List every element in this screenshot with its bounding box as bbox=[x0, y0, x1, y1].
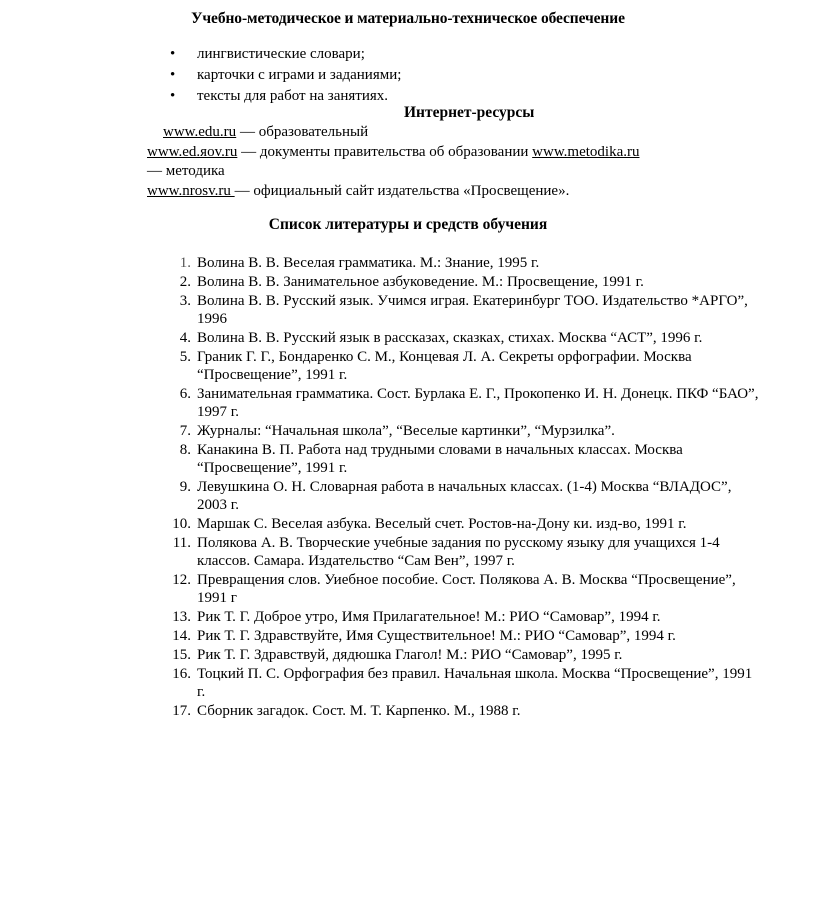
list-item-number: 6. bbox=[179, 386, 191, 402]
list-item-text: Занимательная грамматика. Сост. Бурлака Е. Г., Прокопенко И. Н. Донецк. ПКФ “БАО”, 1997 г. bbox=[197, 386, 759, 420]
list-item bbox=[163, 273, 763, 291]
list-item-text: Волина В. В. Русский язык в рассказах, сказках, стихах. Москва “АСТ”, 1996 г. bbox=[197, 330, 703, 346]
list-item-text: Рик Т. Г. Доброе утро, Имя Прилагательное! М.: РИО “Самовар”, 1994 г. bbox=[197, 609, 661, 625]
list-item bbox=[170, 86, 401, 107]
list-item-number: 13. bbox=[172, 609, 191, 625]
list-item-text: Рик Т. Г. Здравствуйте, Имя Существительное! М.: РИО “Самовар”, 1994 г. bbox=[197, 628, 676, 644]
list-item-text: Волина В. В. Занимательное азбуковедение. М.: Просвещение, 1991 г. bbox=[197, 274, 644, 290]
list-item bbox=[170, 44, 401, 65]
list-item-text: Граник Г. Г., Бондаренко С. М., Концевая Л. А. Секреты орфографии. Москва “Просвещение”, 1991 г. bbox=[197, 349, 692, 383]
list-item-number: 3. bbox=[179, 293, 191, 309]
list-item-text: карточки с играми и заданиями; bbox=[197, 67, 402, 83]
link-edu[interactable]: www.edu.ru bbox=[163, 124, 237, 140]
list-item bbox=[163, 646, 763, 664]
list-item bbox=[163, 478, 763, 514]
page-title: Учебно-методическое и материально-техническое обеспечение bbox=[191, 10, 625, 27]
link-gov[interactable]: www.ed.яov.ru bbox=[147, 144, 238, 160]
list-item-text: тексты для работ на занятиях. bbox=[197, 88, 389, 104]
list-item-text: Маршак С. Веселая азбука. Веселый счет. Ростов-на-Дону ки. изд-во, 1991 г. bbox=[197, 516, 687, 532]
list-item bbox=[163, 665, 763, 701]
list-item-number: 15. bbox=[172, 647, 191, 663]
literature-heading: Список литературы и средств обучения bbox=[268, 216, 548, 233]
resource-line-edu bbox=[163, 124, 368, 141]
resource-desc: — документы правительства об образовании bbox=[237, 144, 533, 160]
resource-line-prosv bbox=[147, 183, 569, 200]
list-item-number: 2. bbox=[179, 274, 191, 290]
list-item-text: Канакина В. П. Работа над трудными словами в начальных классах. Москва “Просвещение”, 1991 г. bbox=[197, 442, 683, 476]
bullet-icon: • bbox=[170, 46, 176, 62]
literature-list bbox=[163, 254, 763, 721]
list-item-number: 7. bbox=[179, 423, 191, 439]
list-item-text: Превращения слов. Уиебное пособие. Сост. Полякова А. В. Москва “Просвещение”, 1991 г bbox=[197, 572, 736, 606]
list-item-number: 11. bbox=[172, 535, 191, 551]
list-item bbox=[170, 65, 401, 86]
bullet-icon: • bbox=[170, 67, 176, 83]
bullet-icon: • bbox=[170, 88, 176, 104]
resource-line-gov bbox=[147, 144, 640, 161]
list-item bbox=[163, 608, 763, 626]
list-item bbox=[163, 329, 763, 347]
list-item-text: Рик Т. Г. Здравствуй, дядюшка Глагол! М.: РИО “Самовар”, 1995 г. bbox=[197, 647, 623, 663]
list-item bbox=[163, 515, 763, 533]
list-item bbox=[163, 385, 763, 421]
list-item bbox=[163, 254, 763, 272]
list-item bbox=[163, 571, 763, 607]
link-prosv[interactable]: www.nrosv.ru bbox=[147, 183, 235, 199]
list-item-number: 9. bbox=[179, 479, 191, 495]
list-item-text: Волина В. В. Веселая грамматика. М.: Знание, 1995 г. bbox=[197, 255, 540, 271]
list-item-number: 14. bbox=[172, 628, 191, 644]
list-item bbox=[163, 702, 763, 720]
list-item-number: 5. bbox=[179, 349, 191, 365]
list-item bbox=[163, 422, 763, 440]
list-item-text: Полякова А. В. Творческие учебные задания по русскому языку для учащихся 1-4 классов. Самара. Издательство “Сам Вен”, 1997 г. bbox=[197, 535, 720, 569]
list-item bbox=[163, 348, 763, 384]
list-item-number: 1. bbox=[179, 255, 191, 271]
list-item-number: 17. bbox=[172, 703, 191, 719]
list-item bbox=[163, 441, 763, 477]
list-item-number: 16. bbox=[172, 666, 191, 682]
list-item-text: Тоцкий П. С. Орфография без правил. Начальная школа. Москва “Просвещение”, 1991 г. bbox=[197, 666, 753, 700]
list-item bbox=[163, 534, 763, 570]
list-item bbox=[163, 292, 763, 328]
resource-desc: — методика bbox=[147, 163, 225, 179]
list-item-number: 12. bbox=[172, 572, 191, 588]
link-metodika[interactable]: www.metodika.ru bbox=[532, 144, 640, 160]
list-item-number: 8. bbox=[179, 442, 191, 458]
list-item-text: лингвистические словари; bbox=[197, 46, 365, 62]
internet-resources-heading: Интернет-ресурсы bbox=[404, 104, 535, 121]
list-item-text: Журналы: “Начальная школа”, “Веселые картинки”, “Мурзилка”. bbox=[197, 423, 615, 439]
list-item-text: Левушкина О. Н. Словарная работа в начальных классах. (1-4) Москва “ВЛАДОС”, 2003 г. bbox=[197, 479, 732, 513]
materials-list bbox=[170, 44, 401, 107]
resource-line-metodika bbox=[147, 163, 225, 180]
list-item-text: Сборник загадок. Сост. М. Т. Карпенко. М., 1988 г. bbox=[197, 703, 521, 719]
list-item-number: 4. bbox=[179, 330, 191, 346]
resource-desc: — официальный сайт издательства «Просвещение». bbox=[234, 183, 570, 199]
list-item-number: 10. bbox=[172, 516, 191, 532]
list-item-text: Волина В. В. Русский язык. Учимся играя. Екатеринбург ТОО. Издательство *АРГО”, 1996 bbox=[197, 293, 748, 327]
resource-desc: — образовательный bbox=[236, 124, 369, 140]
list-item bbox=[163, 627, 763, 645]
